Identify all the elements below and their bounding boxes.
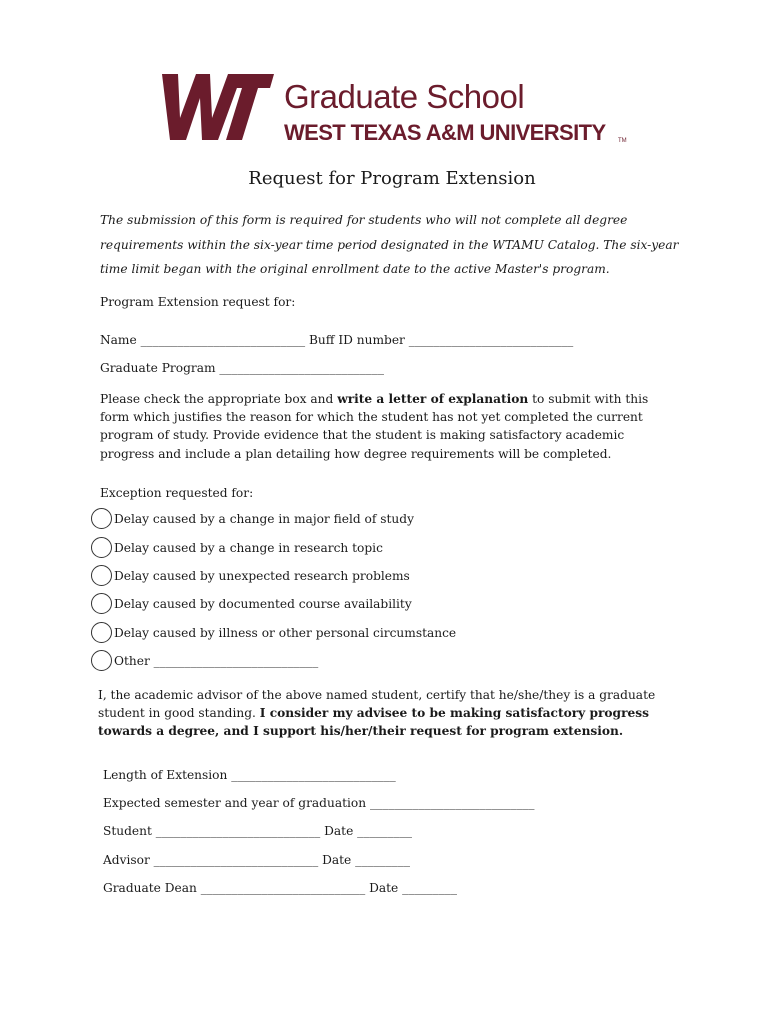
option-label: Delay caused by unexpected research problems [114,569,410,583]
radio-circle[interactable] [91,508,112,529]
exception-heading: Exception requested for: [100,486,254,500]
intro-text: The submission of this form is required for students who will not complete all degree requirements within the six-year time period designated in the WTAMU Catalog. The six-year time limit began with the original enrollment date to the active Master's program. [100,213,679,276]
student-signature-field[interactable]: Student ___________________________ Date _________ [103,824,413,838]
wt-logo [158,72,276,142]
request-for-label: Program Extension request for: [100,295,296,309]
advisor-signature-field[interactable]: Advisor ___________________________ Date _________ [103,853,410,867]
option-label: Delay caused by a change in major field of study [114,512,414,526]
advisor-certification: I, the academic advisor of the above named student, certify that he/she/they is a graduate student in good standing. I consider my advisee to be making satisfactory progress towards a degree, and I support his/her/their request for program extension. [98,688,656,739]
graduate-dean-signature-field[interactable]: Graduate Dean ___________________________ Date _________ [103,881,457,895]
option-label: Other ___________________________ [114,654,319,668]
graduate-program-field[interactable]: Graduate Program ___________________________ [100,361,384,375]
name-buffid-field[interactable]: Name ___________________________ Buff ID number ___________________________ [100,333,574,347]
option-label: Delay caused by documented course availability [114,597,412,611]
trademark: TM [618,138,627,144]
university-wordmark: WEST TEXAS A&M UNIVERSITY [284,120,606,145]
radio-circle[interactable] [91,622,112,643]
instructions-emphasis: write a letter of explanation [337,392,529,406]
radio-circle[interactable] [91,650,112,671]
length-of-extension-field[interactable]: Length of Extension ___________________________ [103,768,396,782]
option-label: Delay caused by a change in research topic [114,541,383,555]
form-title: Request for Program Extension [248,168,536,189]
option-label: Delay caused by illness or other personal circumstance [114,626,457,640]
graduate-school-wordmark: Graduate School [284,78,525,115]
radio-circle[interactable] [91,593,112,614]
instructions-text: Please check the appropriate box and write a letter of explanation to submit with this form which justifies the reason for which the student has not yet completed the current program of study. Provide evidence that the student is making satisfactory academic progress and include a plan detailing how degree requirements will be completed. [100,392,649,461]
radio-circle[interactable] [91,537,112,558]
expected-graduation-field[interactable]: Expected semester and year of graduation ___________________________ [103,796,535,810]
certification-emphasis: I consider my advisee to be making satisfactory progress towards a degree, and I support his/her/their request for program extension. [98,706,649,739]
radio-circle[interactable] [91,565,112,586]
